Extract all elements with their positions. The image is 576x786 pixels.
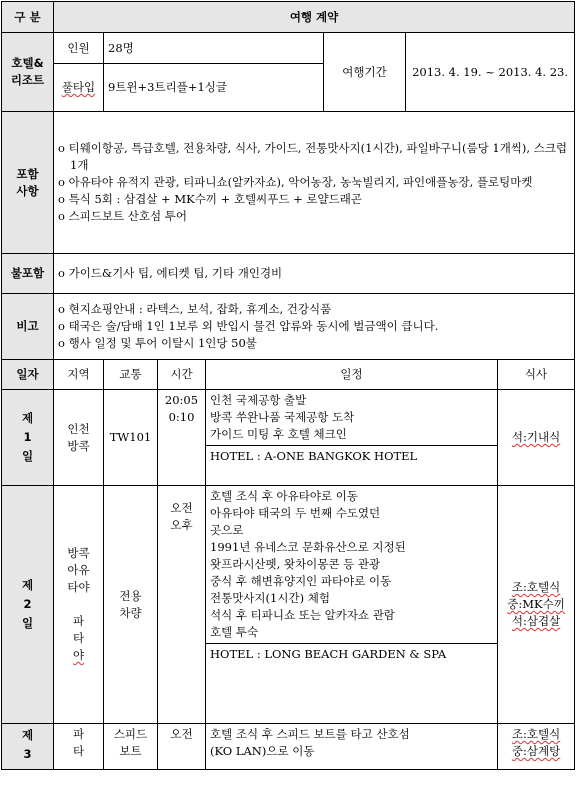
persons-label: 인원 — [54, 33, 104, 64]
excluded-list — [58, 265, 570, 282]
included-list — [58, 140, 570, 225]
period-value: 2013. 4. 19. ~ 2013. 4. 23. — [406, 33, 575, 112]
day-3-time: 오전 — [158, 724, 206, 770]
day-2-region: 방콕 아유 타야 파 타 야 — [54, 486, 104, 724]
pool-type-label: 풀타입 — [61, 80, 96, 94]
category-header: 구 분 — [2, 2, 54, 33]
day-header: 일자 — [2, 360, 54, 390]
travel-contract-table — [1, 1, 575, 770]
transport-header: 교통 — [104, 360, 158, 390]
day-2-plan: 호텔 조식 후 아유타야로 이동 아유타야 태국의 두 번째 수도였던 곳으로 1991년 유네스코 문화유산으로 지정된 왓프라시산펫, 왓차이몽콘 등 관광 중식 후 해변휴양지인 파타야로 이동 전통맛사지(1시간) 체험 석식 후 티파니쇼 또는 알카자쇼 관람 호텔 투숙 HOTEL : LONG BEACH GARDEN & SPA — [206, 486, 498, 724]
contract-title: 여행 계약 — [54, 2, 575, 33]
day-1-transport: TW101 — [104, 390, 158, 486]
day-3-region: 파 타 — [54, 724, 104, 770]
day-3-plan: 호텔 조식 후 스피드 보트를 타고 산호섬 (KO LAN)으로 이동 — [206, 724, 498, 770]
excluded-label: 불포함 — [2, 254, 54, 294]
meal-header: 식사 — [498, 360, 575, 390]
day-1-time: 20:05 0:10 — [158, 390, 206, 486]
period-label: 여행기간 — [324, 33, 406, 112]
included-label: 포함 사항 — [2, 112, 54, 254]
notes-item: o 태국은 술/담배 1인 1보루 외 반입시 물건 압류와 동시에 벌금액이 큽니다. — [58, 318, 570, 335]
notes-item: o 현지쇼핑안내 : 라텍스, 보석, 잡화, 휴게소, 건강식품 — [58, 301, 570, 318]
day-2-transport: 전용 차량 — [104, 486, 158, 724]
region-header: 지역 — [54, 360, 104, 390]
included-item: o 아유타야 유적지 관광, 티파니쇼(알카자쇼), 악어농장, 농눅빌리지, 파인애플농장, 플로팅마켓 — [58, 174, 570, 191]
included-item: o 특식 5회 : 삼겹살 + MK수끼 + 호텔씨푸드 + 로얄드래곤 — [58, 191, 570, 208]
day-2-time: 오전 오후 — [158, 486, 206, 724]
notes-list — [58, 301, 570, 352]
plan-header: 일정 — [206, 360, 498, 390]
day-1-hotel: HOTEL : A-ONE BANGKOK HOTEL — [206, 445, 497, 465]
included-item: o 스피드보트 산호섬 투어 — [58, 208, 570, 225]
excluded-item: o 가이드&기사 팁, 에티켓 팁, 기타 개인경비 — [58, 265, 570, 282]
included-item: o 티웨이항공, 특급호텔, 전용차량, 식사, 가이드, 전통맛사지(1시간), 파일바구니(룸당 1개씩), 스크럽 1개 — [58, 140, 570, 174]
notes-label: 비고 — [2, 294, 54, 360]
notes-item: o 행사 일정 및 투어 이탈시 1인당 50불 — [58, 335, 570, 352]
day-1-meal: 석:기내식 — [498, 390, 575, 486]
time-header: 시간 — [158, 360, 206, 390]
day-3-transport: 스피드 보트 — [104, 724, 158, 770]
day-2-meal: 조:호텔식 중:MK수끼 석:삼겹살 — [498, 486, 575, 724]
persons-value: 28명 — [104, 33, 324, 64]
day-2-hotel: HOTEL : LONG BEACH GARDEN & SPA — [206, 643, 497, 663]
day-2-label: 제 2 일 — [2, 486, 54, 724]
hotel-resort-label: 호텔& 리조트 — [2, 33, 54, 112]
day-3-meal: 조:호텔식 중:삼계탕 — [498, 724, 575, 770]
pool-type-value: 9트윈+3트리플+1싱글 — [104, 64, 324, 112]
day-1-plan: 인천 국제공항 출발 방콕 쑤완나품 국제공항 도착 가이드 미팅 후 호텔 체크인 HOTEL : A-ONE BANGKOK HOTEL — [206, 390, 498, 486]
day-3-label: 제 3 — [2, 724, 54, 770]
day-1-region: 인천 방콕 — [54, 390, 104, 486]
day-1-label: 제 1 일 — [2, 390, 54, 486]
